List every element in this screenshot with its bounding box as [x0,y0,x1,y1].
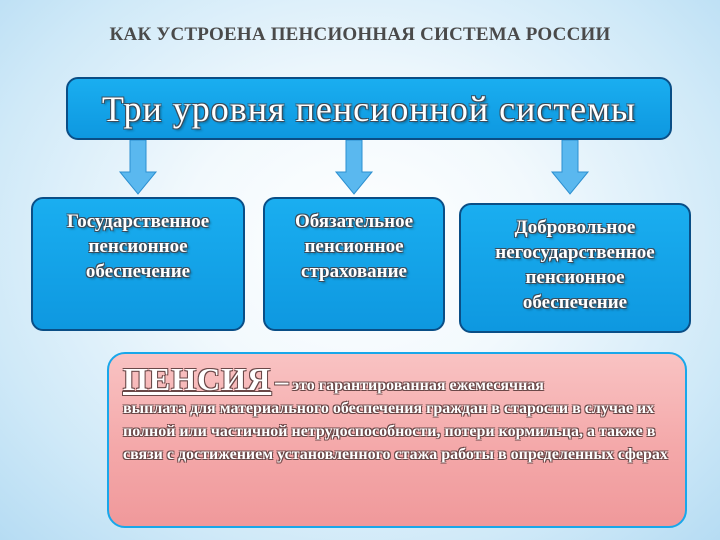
definition-lead: это гарантированная ежемесячная [292,377,544,394]
definition-body: выплата для материального обеспечения граждан в старости в случае их полной или частичной нетрудоспособности, потери кормильца, а также в связи с достижением установленного стажа работы в определенных сферах [123,400,668,463]
arrow-down-icon [118,140,158,196]
arrow-down-icon [550,140,590,196]
mandatory-pension-insurance-box [263,197,445,331]
state-pension-provision-label: Государственное пенсионное обеспечение [66,211,210,282]
voluntary-nonstate-pension-box [459,203,691,333]
definition-term: ПЕНСИЯ [123,361,272,397]
arrow-down-icon [334,140,374,196]
pension-system-levels-box [66,77,672,140]
pension-system-levels-label: Три уровня пенсионной системы [101,89,637,129]
slide-title: КАК УСТРОЕНА ПЕНСИОННАЯ СИСТЕМА РОССИИ [109,24,611,45]
pension-definition-box [107,352,687,528]
voluntary-nonstate-pension-label: Добровольное негосударственное пенсионное обеспечение [495,217,655,313]
state-pension-provision-box [31,197,245,331]
definition-dash: – [275,367,289,396]
mandatory-pension-insurance-label: Обязательное пенсионное страхование [294,211,414,282]
